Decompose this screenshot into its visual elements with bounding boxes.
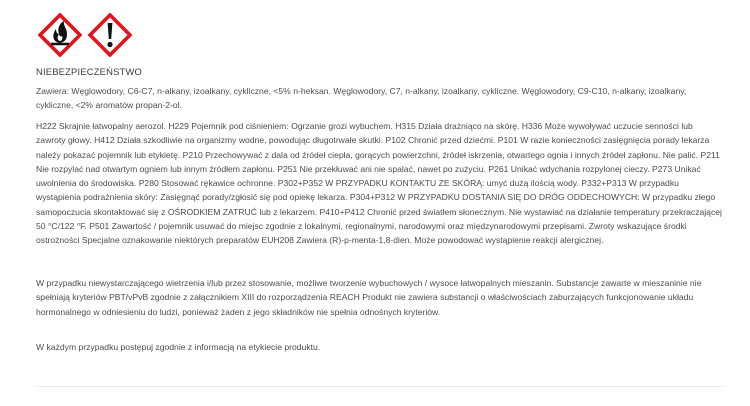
hazard-statements-text: H222 Skrajnie łatwopalny aerozol. H229 Pojemnik pod ciśnieniem: Ogrzanie grozi wybuchem. H315 Działa drażniąco na skórę. H336 Może wywoływać uczucie senności lub zawroty głowy. H412 Działa szkodliwie na organizmy wodne, powodując długotrwałe skutki. P102 Chronić przed dziećmi. P101 W razie konieczności zasięgnięcia porady lekarza należy pokazać pojemnik lub etykietę. P210 Przechowywać z dala od źródeł ciepła, gorących powierzchni, źródeł iskrzenia, otwartego ognia i innych źródeł zapłonu. Nie palić. P211 Nie rozpylać nad otwartym ogniem lub innym źródłem zapłonu. P251 Nie przekłuwać ani nie spalać, nawet po zużyciu. P261 Unikać wdychania rozpylonej cieczy. P273 Unikać uwolnienia do środowiska. P280 Stosować rękawice ochronne. P302+P352 W PRZYPADKU KONTAKTU ZE SKÓRĄ: umyć dużą ilością wody. P332+P313 W przypadku wystąpienia podrażnienia skóry: Zasięgnąć porady/zgłosić się pod opiekę lekarza. P304+P312 W PRZYPADKU DOSTANIA SIĘ DO DRÓG ODDECHOWYCH: W przypadku złego samopoczucia skontaktować się z OŚRODKIEM ZATRUĆ lub z lekarzem. P410+P412 Chronić przed światłem słonecznym. Nie wystawiać na działanie temperatury przekraczającej 50 °C/122 °F. P501 Zawartość / pojemnik usuwać do miejsc zgodnie z lokalnymi, regionalnymi, narodowymi oraz międzynarodowymi przepisami. Zwroty wskazujące środki ostrożności Specjalne oznakowanie niektórych preparatów EUH208 Zawiera (R)-p-menta-1,8-dien. Może powodować wystąpienie reakcji alergicznej. — [36, 121, 722, 246]
label-note-text: W każdym przypadku postępuj zgodnie z informacją na etykiecie produktu. — [36, 342, 321, 352]
composition-text: Zawiera: Węglowodory, C6-C7, n-alkany, izoalkany, cykliczne, <5% n-heksan. Węglowodory, C7, n-alkany, izoalkany, cykliczne. Węglowodory, C9-C10, n-alkany, izoalkany, cykliczne, <2% aromatów propan-2-ol. — [36, 86, 687, 111]
signal-word: NIEBEZPIECZEŃSTWO — [36, 66, 143, 77]
ghs07-exclamation-icon — [88, 13, 132, 57]
usage-note-text: W przypadku niewystarczającego wietrzenia i/lub przez stosowanie, możliwe tworzenie wybuchowych / wysoce łatwopalnych mieszanin. Substancje zawarte w mieszaninie nie spełniają kryteriów PBT/vPvB zgodnie z załącznikiem XIII do rozporządzenia REACH Produkt nie zawiera substancji o właściwościach zaburzających funkcjonowanie układu hormonalnego w odniesieniu do ludzi, ponieważ żaden z jego składników nie spełnia odnośnych kryteriów. — [36, 278, 702, 317]
ghs-pictograms — [38, 13, 132, 57]
divider — [36, 386, 724, 387]
ghs02-flame-icon — [38, 13, 82, 57]
